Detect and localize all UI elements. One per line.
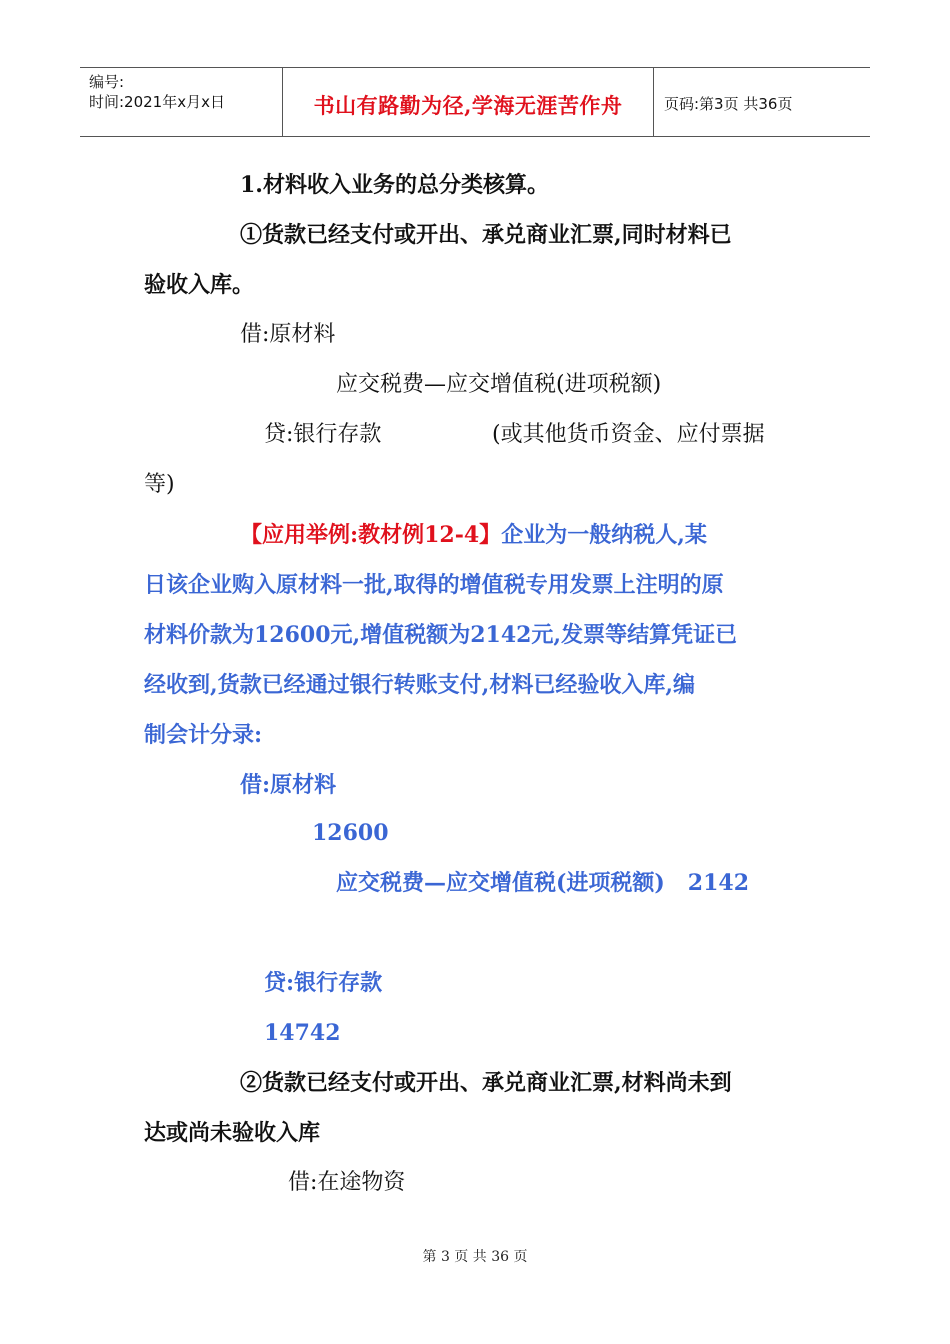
page-footer: 第 3 页 共 36 页 — [422, 1249, 528, 1265]
serial-label: 编号: — [89, 73, 125, 91]
example-line-1 — [240, 520, 707, 550]
case-2-title-cont: 达或尚未验收入库 — [144, 1120, 321, 1146]
credit-entry-note: (或其他货币资金、应付票据 — [492, 422, 765, 447]
page-header — [80, 67, 870, 137]
case-2-debit: 借:在途物资 — [288, 1170, 406, 1195]
example-credit-amount: 14742 — [264, 1020, 341, 1046]
example-line-5: 制会计分录: — [144, 722, 263, 748]
section-heading: 1.材料收入业务的总分类核算。 — [240, 172, 549, 198]
case-1-title: ①货款已经支付或开出、承兑商业汇票,同时材料已 — [240, 222, 732, 248]
header-motto: 书山有路勤为径,学海无涯苦作舟 — [313, 93, 623, 118]
example-debit: 借:原材料 — [240, 772, 337, 798]
example-tag: 【应用举例:教材例12-4】 — [240, 522, 502, 548]
example-debit-tax: 应交税费—应交增值税(进项税额) 2142 — [336, 870, 750, 896]
header-middle-cell — [283, 68, 654, 136]
header-right-cell — [654, 68, 870, 136]
credit-entry: 贷:银行存款 — [264, 422, 382, 447]
example-line-3: 材料价款为12600元,增值税额为2142元,发票等结算凭证已 — [144, 622, 738, 648]
case-2-title: ②货款已经支付或开出、承兑商业汇票,材料尚未到 — [240, 1070, 732, 1096]
example-credit: 贷:银行存款 — [264, 970, 383, 996]
example-debit-amount: 12600 — [312, 820, 389, 846]
debit-entry-tax: 应交税费—应交增值税(进项税额) — [336, 372, 662, 397]
example-line-2: 日该企业购入原材料一批,取得的增值税专用发票上注明的原 — [144, 572, 724, 598]
time-label: 时间:2021年x月x日 — [89, 93, 225, 111]
credit-entry-note-cont: 等) — [144, 472, 175, 497]
debit-entry: 借:原材料 — [240, 322, 336, 347]
header-page-info: 页码:第3页 共36页 — [664, 95, 793, 113]
case-1-title-cont: 验收入库。 — [144, 272, 255, 298]
header-left-cell — [80, 68, 283, 136]
example-line-4: 经收到,货款已经通过银行转账支付,材料已经验收入库,编 — [144, 672, 695, 698]
example-text-start: 企业为一般纳税人,某 — [501, 522, 707, 548]
